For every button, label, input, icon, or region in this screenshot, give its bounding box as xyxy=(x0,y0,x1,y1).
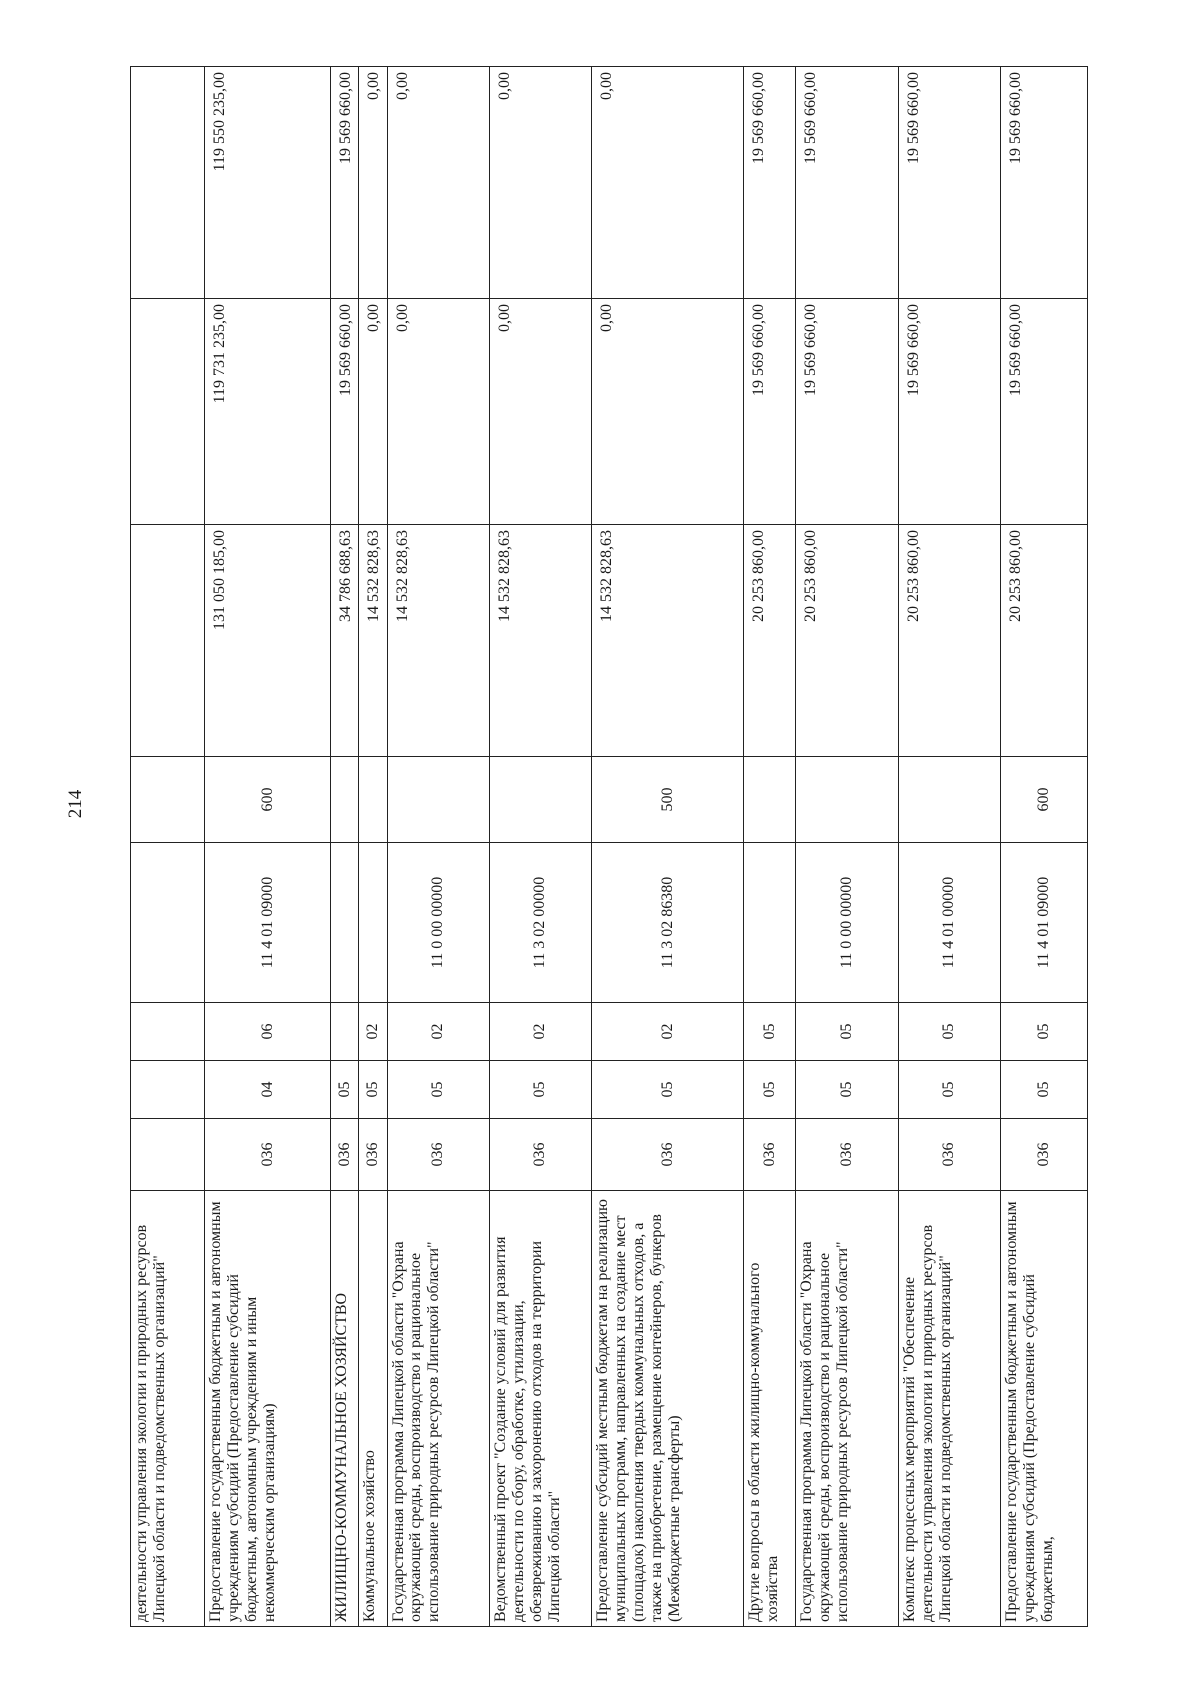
amount-year-1-cell: 14 532 828,63 xyxy=(387,525,489,757)
row-description: деятельности управления экологии и природных ресурсов Липецкой области и подведомственных организаций" xyxy=(131,1191,205,1627)
target-article-cell: 11 4 01 00000 xyxy=(898,843,1000,1003)
table-row xyxy=(204,67,330,1627)
target-article-cell: 11 3 02 86380 xyxy=(592,843,744,1003)
org-code-cell: 036 xyxy=(1000,1119,1087,1191)
page-number: 214 xyxy=(65,789,86,819)
section-code-cell: 04 xyxy=(204,1061,330,1119)
target-article-cell: 11 4 01 09000 xyxy=(204,843,330,1003)
subsection-code-cell: 02 xyxy=(359,1003,387,1061)
budget-table xyxy=(130,66,1088,1627)
section-code-cell: 05 xyxy=(1000,1061,1087,1119)
org-code-cell: 036 xyxy=(359,1119,387,1191)
amount-year-1-cell: 14 532 828,63 xyxy=(592,525,744,757)
org-code-cell: 036 xyxy=(489,1119,591,1191)
budget-table-sheet xyxy=(130,67,1088,1627)
expense-type-cell xyxy=(796,757,898,843)
amount-year-2-cell: 119 731 235,00 xyxy=(204,299,330,525)
target-article-cell xyxy=(131,843,205,1003)
subsection-code-cell xyxy=(131,1003,205,1061)
amount-year-1-cell: 20 253 860,00 xyxy=(796,525,898,757)
amount-year-3-cell: 0,00 xyxy=(387,67,489,299)
subsection-code-cell: 05 xyxy=(898,1003,1000,1061)
row-description: Государственная программа Липецкой области "Охрана окружающей среды, воспроизводство и рациональное использование природных ресурсов Липецкой области" xyxy=(796,1191,898,1627)
table-row xyxy=(387,67,489,1627)
target-article-cell xyxy=(359,843,387,1003)
section-code-cell: 05 xyxy=(331,1061,359,1119)
amount-year-3-cell: 0,00 xyxy=(592,67,744,299)
amount-year-3-cell: 0,00 xyxy=(489,67,591,299)
subsection-code-cell: 05 xyxy=(1000,1003,1087,1061)
section-code-cell: 05 xyxy=(489,1061,591,1119)
amount-year-1-cell: 20 253 860,00 xyxy=(744,525,796,757)
table-row xyxy=(489,67,591,1627)
section-code-cell: 05 xyxy=(744,1061,796,1119)
row-description: Комплекс процессных мероприятий "Обеспечение деятельности управления экологии и природных ресурсов Липецкой области и подведомственных организаций" xyxy=(898,1191,1000,1627)
amount-year-1-cell: 20 253 860,00 xyxy=(1000,525,1087,757)
target-article-cell: 11 0 00 00000 xyxy=(796,843,898,1003)
amount-year-1-cell xyxy=(131,525,205,757)
section-code-cell: 05 xyxy=(387,1061,489,1119)
expense-type-cell xyxy=(489,757,591,843)
row-description: Предоставление государственным бюджетным и автономным учреждениям субсидий (Предоставление субсидий бюджетным, xyxy=(1000,1191,1087,1627)
row-description: Предоставление субсидий местным бюджетам на реализацию муниципальных программ, направленных на создание мест (площадок) накопления твердых коммунальных отходов, а также на приобретение, размещение контейнеров, бункеров (Межбюджетные трансферты) xyxy=(592,1191,744,1627)
table-body xyxy=(131,67,1088,1627)
org-code-cell: 036 xyxy=(744,1119,796,1191)
table-row xyxy=(359,67,387,1627)
amount-year-3-cell: 19 569 660,00 xyxy=(331,67,359,299)
section-code-cell: 05 xyxy=(359,1061,387,1119)
section-code-cell xyxy=(131,1061,205,1119)
amount-year-3-cell: 19 569 660,00 xyxy=(744,67,796,299)
org-code-cell: 036 xyxy=(592,1119,744,1191)
expense-type-cell xyxy=(387,757,489,843)
amount-year-2-cell: 19 569 660,00 xyxy=(1000,299,1087,525)
subsection-code-cell: 02 xyxy=(489,1003,591,1061)
amount-year-1-cell: 14 532 828,63 xyxy=(489,525,591,757)
row-description: Коммунальное хозяйство xyxy=(359,1191,387,1627)
subsection-code-cell: 02 xyxy=(592,1003,744,1061)
table-row xyxy=(796,67,898,1627)
amount-year-3-cell: 0,00 xyxy=(359,67,387,299)
org-code-cell: 036 xyxy=(796,1119,898,1191)
amount-year-3-cell: 19 569 660,00 xyxy=(1000,67,1087,299)
org-code-cell: 036 xyxy=(387,1119,489,1191)
org-code-cell: 036 xyxy=(204,1119,330,1191)
target-article-cell xyxy=(744,843,796,1003)
subsection-code-cell: 06 xyxy=(204,1003,330,1061)
target-article-cell: 11 3 02 00000 xyxy=(489,843,591,1003)
expense-type-cell: 600 xyxy=(204,757,330,843)
amount-year-2-cell: 0,00 xyxy=(359,299,387,525)
expense-type-cell xyxy=(898,757,1000,843)
amount-year-2-cell: 19 569 660,00 xyxy=(796,299,898,525)
expense-type-cell: 600 xyxy=(1000,757,1087,843)
org-code-cell: 036 xyxy=(898,1119,1000,1191)
org-code-cell xyxy=(131,1119,205,1191)
table-row xyxy=(592,67,744,1627)
expense-type-cell xyxy=(331,757,359,843)
section-code-cell: 05 xyxy=(796,1061,898,1119)
amount-year-2-cell: 0,00 xyxy=(387,299,489,525)
subsection-code-cell: 02 xyxy=(387,1003,489,1061)
amount-year-3-cell: 19 569 660,00 xyxy=(796,67,898,299)
amount-year-1-cell: 20 253 860,00 xyxy=(898,525,1000,757)
amount-year-1-cell: 34 786 688,63 xyxy=(331,525,359,757)
table-row xyxy=(744,67,796,1627)
amount-year-3-cell: 19 569 660,00 xyxy=(898,67,1000,299)
row-description: Государственная программа Липецкой области "Охрана окружающей среды, воспроизводство и рациональное использование природных ресурсов Липецкой области" xyxy=(387,1191,489,1627)
amount-year-1-cell: 131 050 185,00 xyxy=(204,525,330,757)
row-description: Другие вопросы в области жилищно-коммунального хозяйства xyxy=(744,1191,796,1627)
amount-year-2-cell: 19 569 660,00 xyxy=(331,299,359,525)
expense-type-cell xyxy=(131,757,205,843)
section-code-cell: 05 xyxy=(898,1061,1000,1119)
subsection-code-cell: 05 xyxy=(744,1003,796,1061)
amount-year-1-cell: 14 532 828,63 xyxy=(359,525,387,757)
subsection-code-cell: 05 xyxy=(796,1003,898,1061)
amount-year-2-cell: 19 569 660,00 xyxy=(744,299,796,525)
target-article-cell: 11 0 00 00000 xyxy=(387,843,489,1003)
target-article-cell: 11 4 01 09000 xyxy=(1000,843,1087,1003)
row-description: Предоставление государственным бюджетным и автономным учреждениям субсидий (Предоставление субсидий бюджетным, автономным учреждениям и иным некоммерческим организациям) xyxy=(204,1191,330,1627)
row-description: ЖИЛИЩНО-КОММУНАЛЬНОЕ ХОЗЯЙСТВО xyxy=(331,1191,359,1627)
row-description: Ведомственный проект "Создание условий для развития деятельности по сбору, обработке, утилизации, обезвреживанию и захоронению отходов на территории Липецкой области" xyxy=(489,1191,591,1627)
amount-year-3-cell: 119 550 235,00 xyxy=(204,67,330,299)
target-article-cell xyxy=(331,843,359,1003)
expense-type-cell xyxy=(359,757,387,843)
amount-year-2-cell: 19 569 660,00 xyxy=(898,299,1000,525)
amount-year-2-cell: 0,00 xyxy=(592,299,744,525)
table-row xyxy=(331,67,359,1627)
amount-year-2-cell: 0,00 xyxy=(489,299,591,525)
expense-type-cell: 500 xyxy=(592,757,744,843)
table-row xyxy=(1000,67,1087,1627)
expense-type-cell xyxy=(744,757,796,843)
section-code-cell: 05 xyxy=(592,1061,744,1119)
amount-year-2-cell xyxy=(131,299,205,525)
subsection-code-cell xyxy=(331,1003,359,1061)
org-code-cell: 036 xyxy=(331,1119,359,1191)
amount-year-3-cell xyxy=(131,67,205,299)
table-row xyxy=(131,67,205,1627)
table-row xyxy=(898,67,1000,1627)
